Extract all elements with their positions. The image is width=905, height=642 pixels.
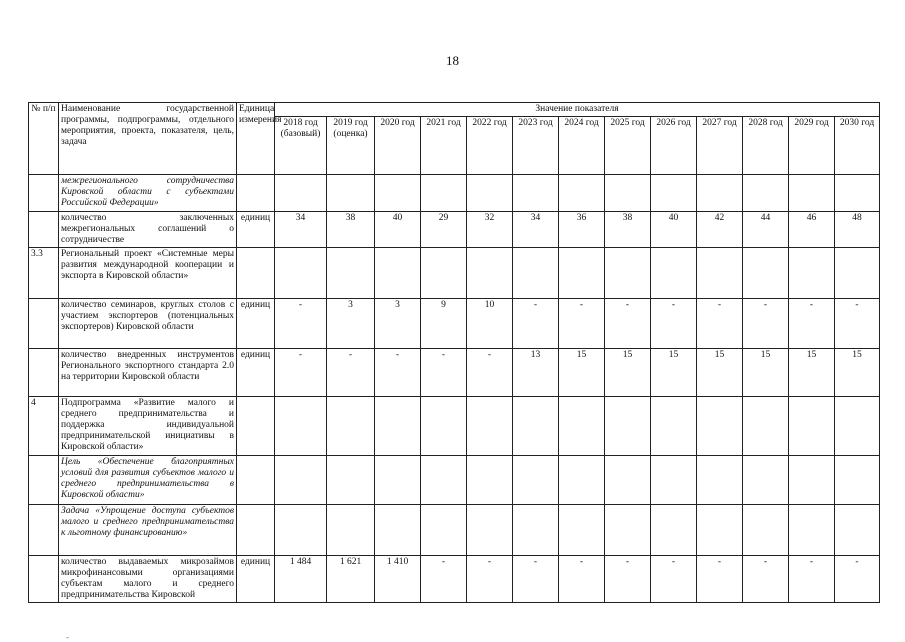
table-row (29, 556, 880, 603)
row-number (29, 505, 59, 556)
row-value (559, 397, 605, 456)
row-number (29, 456, 59, 505)
row-value: - (467, 556, 513, 603)
row-value (421, 248, 467, 299)
row-name: количество внедренных инструментов Регионального экспортного стандарта 2.0 на территории Кировской области (59, 349, 237, 397)
row-value: 1 621 (327, 556, 375, 603)
row-value: - (789, 299, 835, 349)
row-value (375, 456, 421, 505)
row-unit: единиц (237, 299, 275, 349)
row-value: - (513, 299, 559, 349)
header-name: Наименование государственной программы, подпрограммы, отдельного мероприятия, проекта, показателя, цель, задача (59, 103, 237, 175)
row-name: межрегионального сотрудничества Кировской области с субъектами Российской Федерации» (59, 175, 237, 212)
row-value (697, 456, 743, 505)
row-unit (237, 175, 275, 212)
row-value (513, 505, 559, 556)
table-row (29, 456, 880, 505)
row-number (29, 175, 59, 212)
row-value: - (697, 556, 743, 603)
row-value (421, 397, 467, 456)
row-value: - (375, 349, 421, 397)
row-number: 3.3 (29, 248, 59, 299)
row-value (789, 456, 835, 505)
row-value (375, 397, 421, 456)
row-value: 15 (789, 349, 835, 397)
row-value (513, 248, 559, 299)
table-row (29, 212, 880, 248)
row-value (559, 456, 605, 505)
row-value: 15 (743, 349, 789, 397)
row-value: 10 (467, 299, 513, 349)
header-year: 2027 год (697, 117, 743, 175)
row-name: количество заключенных межрегиональных соглашений о сотрудничестве (59, 212, 237, 248)
row-value: 34 (513, 212, 559, 248)
row-value (605, 505, 651, 556)
row-value (421, 505, 467, 556)
row-value: - (835, 299, 880, 349)
row-value (835, 175, 880, 212)
row-value: 40 (651, 212, 697, 248)
row-value: 15 (605, 349, 651, 397)
table-body (29, 175, 880, 603)
row-value: - (697, 299, 743, 349)
row-value: 15 (559, 349, 605, 397)
row-value (651, 248, 697, 299)
row-value (697, 397, 743, 456)
header-year: 2018 год (базовый) (275, 117, 327, 175)
row-value (605, 175, 651, 212)
row-value (697, 505, 743, 556)
row-value (421, 456, 467, 505)
row-value: - (651, 556, 697, 603)
header-year: 2025 год (605, 117, 651, 175)
row-value (327, 397, 375, 456)
row-value (375, 248, 421, 299)
row-value: - (513, 556, 559, 603)
row-value: 32 (467, 212, 513, 248)
row-value (605, 397, 651, 456)
row-value: - (743, 556, 789, 603)
indicators-table (28, 102, 880, 603)
row-value (559, 248, 605, 299)
row-value (789, 397, 835, 456)
row-unit (237, 248, 275, 299)
row-value: 15 (651, 349, 697, 397)
row-value: 48 (835, 212, 880, 248)
row-value (275, 175, 327, 212)
row-value (559, 175, 605, 212)
row-name: Задача «Упрощение доступа субъектов малого и среднего предпринимательства к льготному финансированию» (59, 505, 237, 556)
row-value (651, 175, 697, 212)
row-value: 34 (275, 212, 327, 248)
row-value: 38 (327, 212, 375, 248)
header-year: 2030 год (835, 117, 880, 175)
table-row (29, 175, 880, 212)
row-unit: единиц (237, 556, 275, 603)
row-value: 15 (835, 349, 880, 397)
header-values-group: Значение показателя (275, 103, 880, 117)
row-value (605, 456, 651, 505)
row-value: 13 (513, 349, 559, 397)
row-value: - (467, 349, 513, 397)
row-value (743, 397, 789, 456)
row-unit (237, 456, 275, 505)
row-value (275, 397, 327, 456)
row-unit: единиц (237, 212, 275, 248)
row-value: 40 (375, 212, 421, 248)
page-number: 18 (446, 53, 459, 68)
row-value (651, 505, 697, 556)
table-header (29, 103, 880, 175)
row-number (29, 299, 59, 349)
row-value (559, 505, 605, 556)
header-year: 2024 год (559, 117, 605, 175)
row-value: 46 (789, 212, 835, 248)
table-row (29, 299, 880, 349)
row-value (467, 248, 513, 299)
row-value (327, 248, 375, 299)
row-value (513, 456, 559, 505)
row-value: 9 (421, 299, 467, 349)
row-number (29, 349, 59, 397)
row-value (467, 175, 513, 212)
row-value (835, 456, 880, 505)
row-value: 42 (697, 212, 743, 248)
row-value (605, 248, 651, 299)
row-value: 29 (421, 212, 467, 248)
row-name: Региональный проект «Системные меры развития международной кооперации и экспорта в Кировской области» (59, 248, 237, 299)
header-year: 2019 год (оценка) (327, 117, 375, 175)
table-row (29, 349, 880, 397)
row-value (651, 456, 697, 505)
row-value (835, 248, 880, 299)
row-value (513, 175, 559, 212)
header-year: 2023 год (513, 117, 559, 175)
row-number (29, 556, 59, 603)
row-value (467, 456, 513, 505)
row-value (789, 505, 835, 556)
row-value (789, 248, 835, 299)
row-unit (237, 505, 275, 556)
row-name: Цель «Обеспечение благоприятных условий для развития субъектов малого и среднего предпринимательства в Кировской области» (59, 456, 237, 505)
row-unit: единиц (237, 349, 275, 397)
row-value: 3 (375, 299, 421, 349)
header-year: 2026 год (651, 117, 697, 175)
row-value: 3 (327, 299, 375, 349)
row-name: количество семинаров, круглых столов с участием экспортеров (потенциальных экспортеров) Кировской области (59, 299, 237, 349)
row-value: - (421, 556, 467, 603)
row-value (743, 456, 789, 505)
row-value (651, 397, 697, 456)
row-name: количество выдаваемых микрозаймов микрофинансовыми организациями субъектам малого и среднего предпринимательства Кировской (59, 556, 237, 603)
row-value: - (651, 299, 697, 349)
row-value (375, 505, 421, 556)
row-value: - (327, 349, 375, 397)
row-value: - (559, 556, 605, 603)
row-value (697, 248, 743, 299)
row-number (29, 212, 59, 248)
row-value (275, 505, 327, 556)
row-value: - (559, 299, 605, 349)
row-value (513, 397, 559, 456)
row-value (421, 175, 467, 212)
header-year: 2022 год (467, 117, 513, 175)
table-row (29, 248, 880, 299)
header-year: 2020 год (375, 117, 421, 175)
row-value (275, 248, 327, 299)
row-value: 38 (605, 212, 651, 248)
header-unit: Единица измерения (237, 103, 275, 175)
row-value (375, 175, 421, 212)
row-value: - (835, 556, 880, 603)
header-year: 2021 год (421, 117, 467, 175)
row-value: - (605, 299, 651, 349)
row-value: - (605, 556, 651, 603)
table-row (29, 505, 880, 556)
table-row (29, 397, 880, 456)
row-value (835, 397, 880, 456)
row-value: - (789, 556, 835, 603)
row-value (327, 456, 375, 505)
row-value: - (421, 349, 467, 397)
row-value: 36 (559, 212, 605, 248)
row-value: - (275, 349, 327, 397)
row-value (275, 456, 327, 505)
header-year: 2028 год (743, 117, 789, 175)
row-value (743, 505, 789, 556)
row-value: 1 410 (375, 556, 421, 603)
row-name: Подпрограмма «Развитие малого и среднего предпринимательства и поддержка индивидуальной предпринимательской инициативы в Кировской области» (59, 397, 237, 456)
row-value (327, 175, 375, 212)
row-value (789, 175, 835, 212)
row-number: 4 (29, 397, 59, 456)
row-value (697, 175, 743, 212)
row-value: 1 484 (275, 556, 327, 603)
row-value (327, 505, 375, 556)
row-value: - (275, 299, 327, 349)
row-unit (237, 397, 275, 456)
footer-mark: - (66, 632, 69, 642)
row-value (467, 397, 513, 456)
row-value (835, 505, 880, 556)
row-value (743, 248, 789, 299)
row-value: 15 (697, 349, 743, 397)
row-value (467, 505, 513, 556)
header-num: № п/п (29, 103, 59, 175)
header-year: 2029 год (789, 117, 835, 175)
row-value (743, 175, 789, 212)
row-value: - (743, 299, 789, 349)
row-value: 44 (743, 212, 789, 248)
